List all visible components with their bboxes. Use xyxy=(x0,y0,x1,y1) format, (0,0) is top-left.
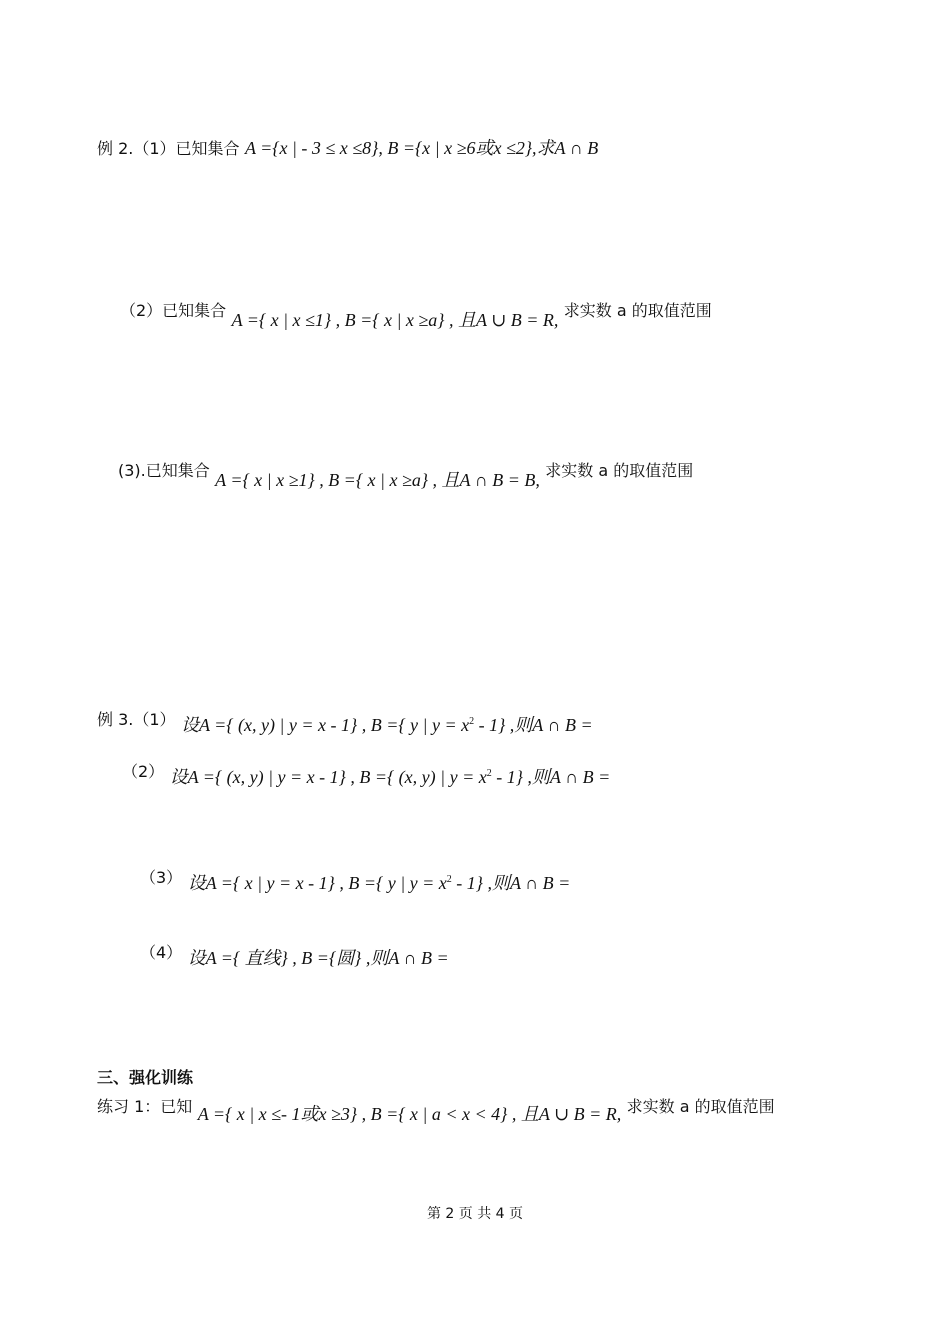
math-expression: A ={x | - 3 ≤ x ≤8}, B ={x | x ≥6或x ≤2},求A ∩ B xyxy=(244,138,599,158)
example-3-part-3 xyxy=(140,862,571,893)
problem-label: 例 3.（1） xyxy=(97,710,176,729)
section-heading: 三、强化训练 xyxy=(97,1068,194,1087)
math-expression: A ={ x | x ≤1} , B ={ x | x ≥a} , 且A ∪ B = R, xyxy=(231,310,559,330)
problem-label: 练习 1：已知 xyxy=(97,1097,193,1116)
math-expression: 设A ={ (x, y) | y = x - 1} , B ={ y | $y = x^2 - 1$} ,则A ∩ B = xyxy=(180,715,593,735)
math-expression: A ={ x | x ≤- 1或x ≥3} , B ={ x | a < x < 4} , 且A ∪ B = R, xyxy=(197,1104,622,1124)
example-2-part-1 xyxy=(97,136,598,161)
math-expression: 设A ={ (x, y) | y = x - 1} , B ={ (x, y) | $y = x^2 - 1$} ,则A ∩ B = xyxy=(169,767,611,787)
example-3-part-4 xyxy=(140,940,449,968)
problem-tail: 求实数 a 的取值范围 xyxy=(563,301,712,320)
example-3-part-2 xyxy=(122,756,611,787)
problem-label: 例 2.（1）已知集合 xyxy=(97,139,240,158)
problem-tail: 求实数 a 的取值范围 xyxy=(626,1097,775,1116)
exercise-1 xyxy=(97,1094,775,1124)
problem-label: （2）已知集合 xyxy=(120,301,227,320)
problem-tail: 求实数 a 的取值范围 xyxy=(545,461,694,480)
example-2-part-3 xyxy=(118,458,694,490)
problem-label: （2） xyxy=(122,762,165,781)
page-footer: 第 2 页 共 4 页 xyxy=(426,1206,524,1222)
problem-label: （3） xyxy=(140,868,183,887)
math-expression: A ={ x | x ≥1} , B ={ x | x ≥a} , 且A ∩ B = B, xyxy=(215,470,540,490)
math-expression: 设A ={ 直线} , B ={圆} ,则A ∩ B = xyxy=(187,948,449,968)
problem-label: （4） xyxy=(140,943,183,962)
problem-label: (3).已知集合 xyxy=(118,461,210,480)
example-2-part-2 xyxy=(120,298,712,330)
example-3-part-1 xyxy=(97,704,593,735)
math-expression: 设A ={ x | y = x - 1} , B ={ y | $y = x^2 - 1$} ,则A ∩ B = xyxy=(187,873,571,893)
